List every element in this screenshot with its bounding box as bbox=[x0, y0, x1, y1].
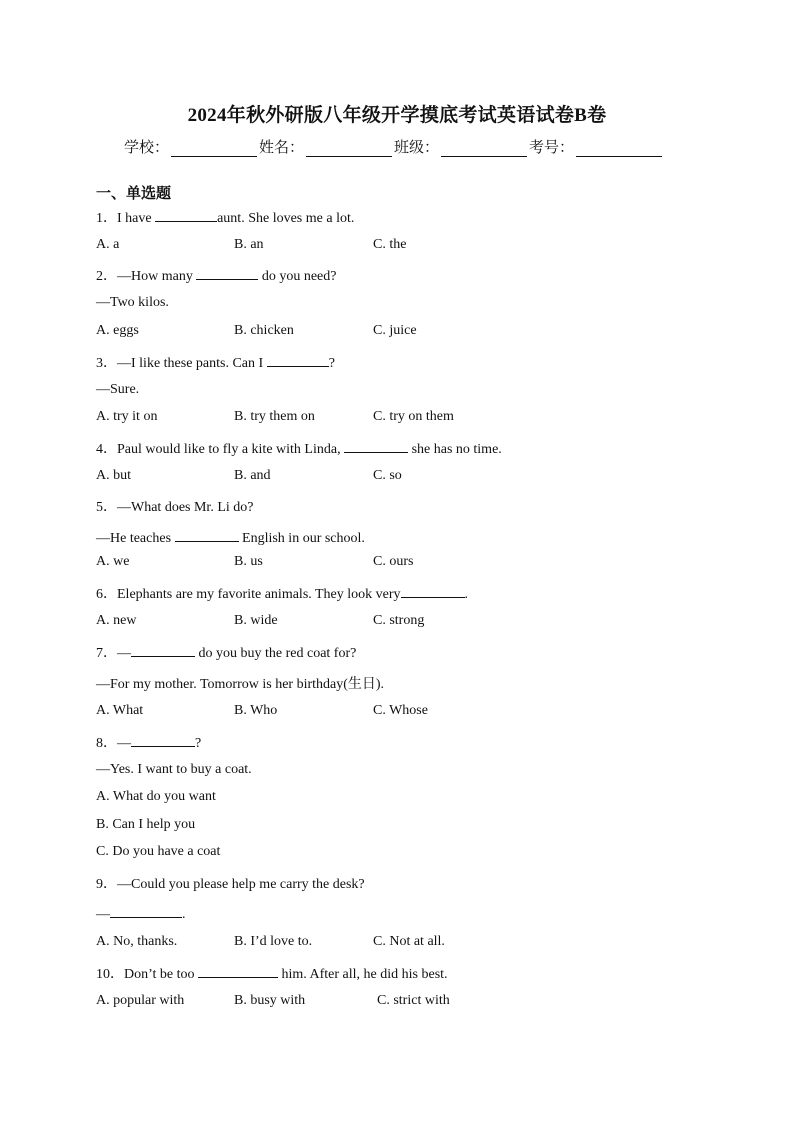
class-field bbox=[394, 136, 527, 157]
q10-option-b[interactable]: B. busy with bbox=[234, 993, 306, 1008]
q7-option-a[interactable]: A. What bbox=[96, 703, 144, 718]
q8-stem-start: 8．— bbox=[96, 736, 131, 751]
q6-option-b[interactable]: B. wide bbox=[234, 613, 278, 628]
q3-stem-end: ? bbox=[328, 356, 335, 371]
q5-reply-end: English in our school. bbox=[238, 531, 365, 546]
q8-option-b[interactable]: B. Can I help you bbox=[96, 817, 196, 832]
q4-stem-end: she has no time. bbox=[408, 442, 502, 457]
q1-option-a[interactable]: A. a bbox=[96, 237, 120, 252]
number-blank[interactable] bbox=[576, 140, 662, 157]
q2-option-c[interactable]: C. juice bbox=[373, 323, 417, 338]
q6-stem-end: . bbox=[464, 587, 469, 602]
q8-blank bbox=[131, 732, 195, 747]
q9-reply-end: . bbox=[182, 907, 186, 922]
q1-stem-end: aunt. She loves me a lot. bbox=[217, 211, 355, 226]
page-title: 2024年秋外研版八年级开学摸底考试英语试卷B卷 bbox=[187, 105, 607, 126]
q2-stem-start: 2．—How many bbox=[96, 269, 197, 284]
q8-option-c[interactable]: C. Do you have a coat bbox=[96, 844, 221, 859]
q6-option-c[interactable]: C. strong bbox=[373, 613, 425, 628]
q10-option-a[interactable]: A. popular with bbox=[96, 993, 185, 1008]
q7-blank bbox=[131, 642, 195, 657]
class-blank[interactable] bbox=[441, 140, 527, 157]
q4-option-b[interactable]: B. and bbox=[234, 468, 271, 483]
student-info-row bbox=[124, 136, 664, 157]
question-1 bbox=[96, 207, 354, 227]
school-field bbox=[124, 136, 257, 157]
q5-option-a[interactable]: A. we bbox=[96, 554, 130, 569]
q9-option-b[interactable]: B. I’d love to. bbox=[234, 934, 313, 949]
section-heading: 一、单选题 bbox=[96, 184, 172, 202]
question-5: 5．—What does Mr. Li do? bbox=[96, 500, 254, 515]
q3-option-b[interactable]: B. try them on bbox=[234, 409, 315, 424]
q2-option-b[interactable]: B. chicken bbox=[234, 323, 294, 338]
q5-reply-start: —He teaches bbox=[96, 531, 175, 546]
question-3 bbox=[96, 352, 335, 372]
q9-blank bbox=[110, 903, 182, 918]
number-label: 考号： bbox=[529, 138, 575, 156]
q4-option-c[interactable]: C. so bbox=[373, 468, 402, 483]
q9-reply bbox=[96, 903, 186, 923]
school-blank[interactable] bbox=[171, 140, 257, 157]
q10-stem-start: 10．Don’t be too bbox=[96, 967, 199, 982]
q2-blank bbox=[196, 265, 258, 280]
q9-reply-start: — bbox=[96, 907, 110, 922]
q2-stem-end: do you need? bbox=[258, 269, 337, 284]
q7-option-b[interactable]: B. Who bbox=[234, 703, 278, 718]
q3-stem-start: 3．—I like these pants. Can I bbox=[96, 356, 267, 371]
name-label: 姓名： bbox=[259, 138, 305, 156]
q5-reply bbox=[96, 527, 365, 547]
q6-option-a[interactable]: A. new bbox=[96, 613, 137, 628]
question-2 bbox=[96, 265, 336, 285]
school-label: 学校： bbox=[124, 138, 170, 156]
q10-option-c[interactable]: C. strict with bbox=[377, 993, 450, 1008]
question-6 bbox=[96, 583, 468, 603]
q3-reply: —Sure. bbox=[96, 382, 140, 397]
q7-option-c[interactable]: C. Whose bbox=[373, 703, 428, 718]
q8-reply: —Yes. I want to buy a coat. bbox=[96, 762, 252, 777]
question-7 bbox=[96, 642, 356, 662]
q5-blank bbox=[175, 527, 239, 542]
q1-blank bbox=[155, 207, 217, 222]
name-field bbox=[259, 136, 392, 157]
question-8 bbox=[96, 732, 201, 752]
q1-option-c[interactable]: C. the bbox=[373, 237, 407, 252]
q7-stem-start: 7．— bbox=[96, 646, 131, 661]
q5-option-c[interactable]: C. ours bbox=[373, 554, 414, 569]
q9-option-c[interactable]: C. Not at all. bbox=[373, 934, 445, 949]
q3-option-c[interactable]: C. try on them bbox=[373, 409, 454, 424]
q5-option-b[interactable]: B. us bbox=[234, 554, 263, 569]
q2-reply: —Two kilos. bbox=[96, 295, 169, 310]
number-field bbox=[529, 136, 662, 157]
q8-option-a[interactable]: A. What do you want bbox=[96, 789, 216, 804]
q10-stem-end: him. After all, he did his best. bbox=[278, 967, 448, 982]
name-blank[interactable] bbox=[306, 140, 392, 157]
q7-stem-end: do you buy the red coat for? bbox=[195, 646, 357, 661]
q10-blank bbox=[198, 963, 278, 978]
q2-option-a[interactable]: A. eggs bbox=[96, 323, 139, 338]
q1-stem-start: 1．I have bbox=[96, 211, 156, 226]
q9-option-a[interactable]: A. No, thanks. bbox=[96, 934, 178, 949]
question-9: 9．—Could you please help me carry the desk? bbox=[96, 877, 365, 892]
question-10 bbox=[96, 963, 448, 983]
q8-stem-end: ? bbox=[195, 736, 202, 751]
q7-reply: —For my mother. Tomorrow is her birthday(生日). bbox=[96, 677, 385, 692]
q3-blank bbox=[267, 352, 329, 367]
q4-option-a[interactable]: A. but bbox=[96, 468, 131, 483]
q4-stem-start: 4．Paul would like to fly a kite with Linda, bbox=[96, 442, 345, 457]
question-4 bbox=[96, 438, 502, 458]
q1-option-b[interactable]: B. an bbox=[234, 237, 264, 252]
class-label: 班级： bbox=[394, 138, 440, 156]
q6-blank bbox=[401, 583, 465, 598]
q6-stem-start: 6．Elephants are my favorite animals. They look very bbox=[96, 587, 401, 602]
q3-option-a[interactable]: A. try it on bbox=[96, 409, 158, 424]
q4-blank bbox=[344, 438, 408, 453]
